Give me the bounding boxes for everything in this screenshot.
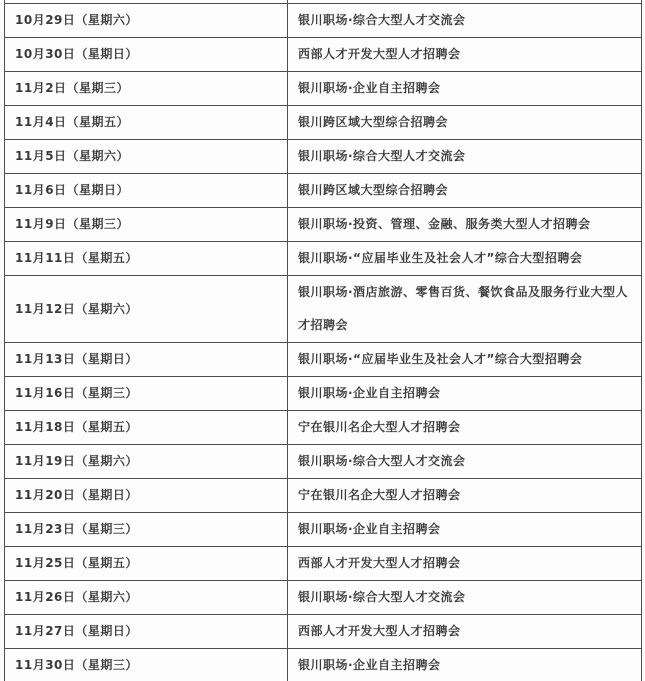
date-cell: 11月20日（星期日）	[5, 479, 288, 513]
date-cell: 11月12日（星期六）	[5, 276, 288, 343]
date-cell: 11月27日（星期日）	[5, 615, 288, 649]
event-cell: 银川职场·企业自主招聘会	[288, 649, 642, 681]
date-cell: 10月29日（星期六）	[5, 4, 288, 38]
event-cell: 宁在银川名企大型人才招聘会	[288, 479, 642, 513]
date-cell: 11月6日（星期日）	[5, 174, 288, 208]
event-cell: 银川职场·投资、管理、金融、服务类大型人才招聘会	[288, 208, 642, 242]
table-row	[5, 411, 642, 445]
date-cell: 11月23日（星期三）	[5, 513, 288, 547]
event-cell: 银川职场·企业自主招聘会	[288, 377, 642, 411]
table-row	[5, 547, 642, 581]
event-cell: 西部人才开发大型人才招聘会	[288, 38, 642, 72]
date-cell: 11月18日（星期五）	[5, 411, 288, 445]
table-row	[5, 377, 642, 411]
table-row	[5, 479, 642, 513]
date-cell: 11月9日（星期三）	[5, 208, 288, 242]
date-cell: 11月4日（星期五）	[5, 106, 288, 140]
event-cell: 银川职场·企业自主招聘会	[288, 513, 642, 547]
event-cell: 银川职场·综合大型人才交流会	[288, 4, 642, 38]
table-row	[5, 72, 642, 106]
event-cell: 银川职场·酒店旅游、零售百货、餐饮食品及服务行业大型人才招聘会	[288, 276, 642, 343]
event-cell: 银川职场·“应届毕业生及社会人才”综合大型招聘会	[288, 343, 642, 377]
date-cell: 11月11日（星期五）	[5, 242, 288, 276]
date-cell: 11月19日（星期六）	[5, 445, 288, 479]
table-row	[5, 4, 642, 38]
date-cell: 11月26日（星期六）	[5, 581, 288, 615]
date-cell: 10月30日（星期日）	[5, 38, 288, 72]
table-row	[5, 208, 642, 242]
table-row	[5, 38, 642, 72]
event-cell: 西部人才开发大型人才招聘会	[288, 547, 642, 581]
table-row	[5, 242, 642, 276]
event-cell: 银川职场·“应届毕业生及社会人才”综合大型招聘会	[288, 242, 642, 276]
date-cell: 11月16日（星期三）	[5, 377, 288, 411]
table-row	[5, 140, 642, 174]
table-row	[5, 649, 642, 681]
event-cell: 银川跨区域大型综合招聘会	[288, 174, 642, 208]
event-cell: 银川跨区域大型综合招聘会	[288, 106, 642, 140]
table-row	[5, 276, 642, 343]
table-row	[5, 174, 642, 208]
event-cell: 西部人才开发大型人才招聘会	[288, 615, 642, 649]
job-fair-schedule-table	[4, 0, 642, 681]
table-row	[5, 615, 642, 649]
date-cell: 11月25日（星期五）	[5, 547, 288, 581]
date-cell: 11月5日（星期六）	[5, 140, 288, 174]
event-cell: 银川职场·综合大型人才交流会	[288, 140, 642, 174]
date-cell: 11月13日（星期日）	[5, 343, 288, 377]
table-row	[5, 106, 642, 140]
table-row	[5, 581, 642, 615]
event-cell: 银川职场·综合大型人才交流会	[288, 581, 642, 615]
event-cell: 银川职场·综合大型人才交流会	[288, 445, 642, 479]
event-cell: 银川职场·企业自主招聘会	[288, 72, 642, 106]
date-cell: 11月2日（星期三）	[5, 72, 288, 106]
table-row	[5, 343, 642, 377]
event-cell: 宁在银川名企大型人才招聘会	[288, 411, 642, 445]
table-row	[5, 445, 642, 479]
date-cell: 11月30日（星期三）	[5, 649, 288, 681]
table-row	[5, 513, 642, 547]
